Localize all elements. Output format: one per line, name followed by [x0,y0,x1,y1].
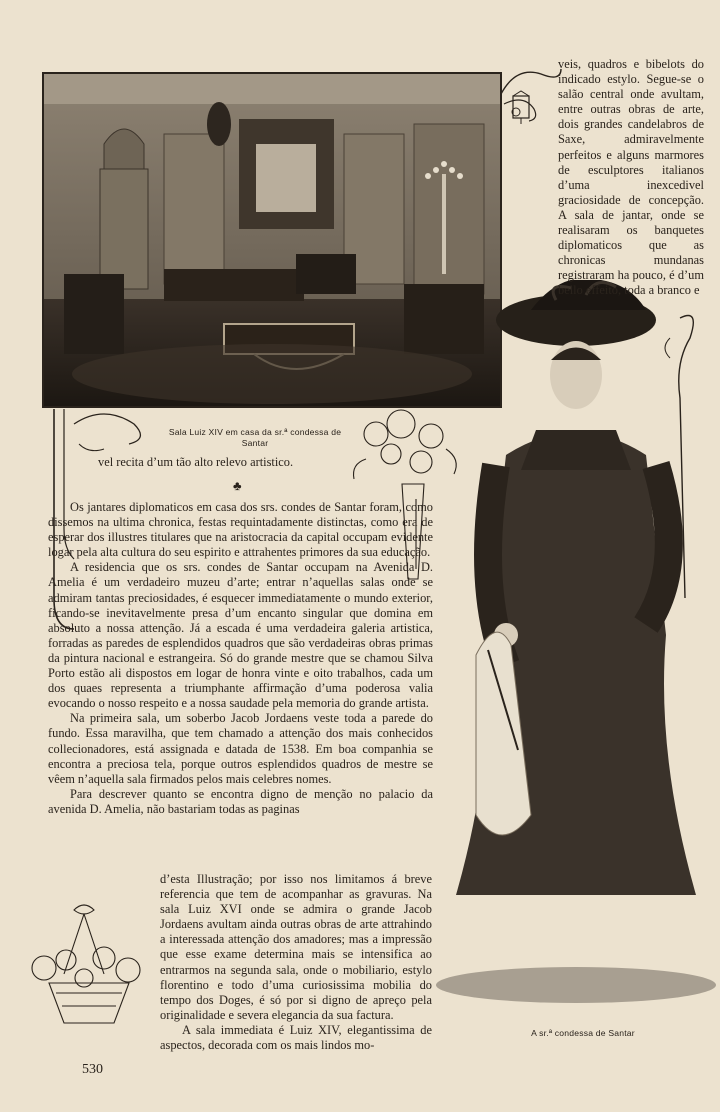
room-photo-caption: Sala Luiz XIV em casa da sr.ª condessa de Santar [168,427,342,448]
recita-line: vel recita d’um tão alto relevo artistico. [98,455,294,469]
right-column-text: veis, quadros e bibelots do indicado estylo. Segue-se o salão central onde avultam, entre outras obras de arte, dois grandes candelabros de Saxe, admiravelmente perfeitos e alguns marmores de esculptores italianos d’uma inexcedivel graciosidade de concepção. A sala de jantar, onde se realisaram os banquetes diplomaticos que as chronicas mundanas registraram ha pouco, é d’um bello effeito, toda a branco e [558,57,704,298]
flower-basket-ornament [24,898,150,1028]
lantern-ornament [508,90,534,126]
club-section-divider: ♣ [233,478,242,493]
article-paragraph: d’esta Illustração; por isso nos limitamos á breve referencia que tem de acompanhar as gravuras. Na sala Luiz XVI onde se admira o grande Jacob Jordaens avultam ainda outras obras de arte attrahindo a interessada attenção dos amadores; mas a impressão que esse exame determina mais se intensifica ao entrarmos na segunda sala, onde o mobiliario, estylo florentino e todo d’uma curiosissima mobilia do tempo dos Doges, é só por si digno de apreço pela originalidade e severa elegancia da sua factura. [160,872,432,1022]
main-article-column [48,500,433,817]
portrait-photograph [436,280,718,1020]
article-paragraph: A residencia que os srs. condes de Santar occupam na Avenida D. Amelia é um verdadeiro muzeu d’arte; entrar n’aquellas salas onde se admiram tantas preciosidades, é esquecer immediatamente o mundo exterior, ficando-se inevitavelmente presa d’um encanto singular que domina em absoluto a nossa attenção. Já a escada é uma verdadeira galeria artistica, forradas as paredes de esplendidos quadros que são verdadeiras obras primas da pintura nacional e estrangeira. Só do grande mestre que se chamou Silva Porto estão ali dispostos em logar de honra vinte e oito trabalhos, cada um dos quaes representa a triumphante affirmação d’uma poderosa valia evocando o nosso respeito e a nossa saudade pela memoria do grande artista. [48,560,433,711]
article-paragraph: Na primeira sala, um soberbo Jacob Jordaens veste toda a parede do fundo. Essa maravilha, que tem chamado a attenção dos mais conhecidos collecionadores, está assignada e datada de 1538. Em boa companhia se encontra a preciosa tela, porque outros esplendidos quadros de mestre se vêem n’aquella sala firmados pelos mais celebres nomes. [48,711,433,786]
room-photograph [42,72,502,408]
article-paragraph: Os jantares diplomaticos em casa dos srs. condes de Santar foram, como dissemos na ultima chronica, festas requintadamente distinctas, como era de esperar dos illustres titulares que na aristocracia da capital occupam evidente logar pela alta cultura do seu espirito e attrahentes primores da sua educação. [48,500,433,560]
page-number: 530 [82,1062,103,1077]
article-paragraph: A sala immediata é Luiz XIV, elegantissima de aspectos, decorada com os mais lindos mo- [160,1022,432,1053]
article-paragraph: Para descrever quanto se encontra digno de menção no palacio da avenida D. Amelia, não bastariam todas as paginas [48,786,433,816]
portrait-caption: A sr.ª condessa de Santar [531,1028,635,1038]
bottom-article-column [160,872,432,1053]
